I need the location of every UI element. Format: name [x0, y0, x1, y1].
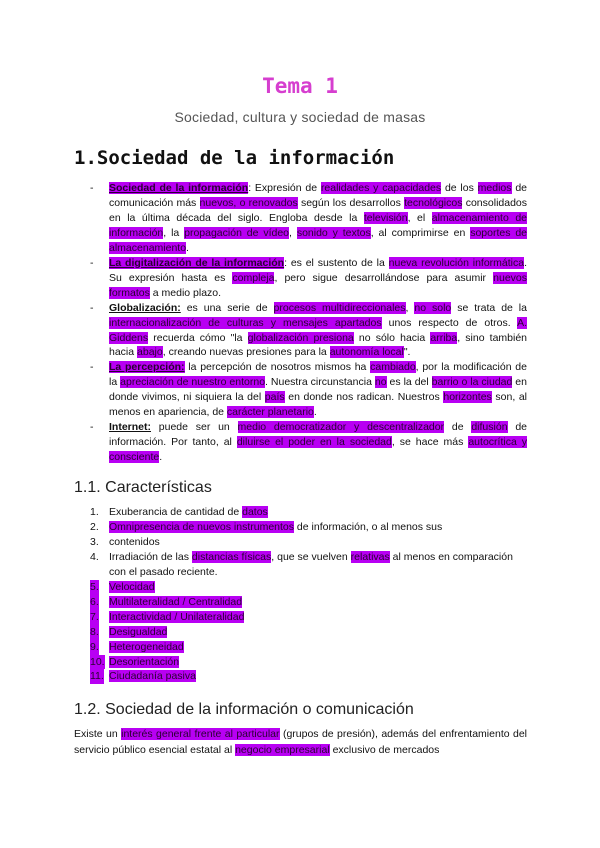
numbered-list [90, 505, 527, 684]
bullet-dash: - [90, 421, 94, 434]
text-run: : es el sustento de la [284, 256, 389, 269]
highlighted-text: autocrítica y consciente [109, 436, 527, 464]
highlighted-text: distancias físicas [191, 550, 272, 563]
bullet-item [90, 420, 527, 465]
text-run: . [159, 451, 163, 464]
bullet-term: La digitalización de la información [109, 256, 285, 269]
highlighted-text: procesos multidireccionales [273, 301, 406, 314]
text-run: de los [441, 182, 478, 194]
text-run: contenidos [109, 535, 160, 548]
text-run: . [186, 241, 189, 254]
highlighted-text: Interactividad / Unilateralidad [109, 610, 245, 623]
highlighted-text: nuevos formatos [109, 271, 527, 299]
text-run: unos respecto de otros. [381, 316, 518, 329]
highlighted-text: internacionalización de culturas y mensajes apartados [109, 316, 382, 329]
text-run: consolidados en la última década del siglo. Engloba desde la [109, 196, 528, 224]
text-run: recuerda cómo "la [148, 331, 248, 344]
highlighted-text: realidades y capacidades [320, 182, 442, 194]
text-run: , que se vuelven [271, 550, 351, 563]
text-run: , se hace más [391, 436, 469, 449]
highlighted-text: difusión [471, 421, 508, 434]
section-heading-caracteristicas: 1.1. Características [74, 479, 212, 496]
bullet-item [90, 360, 527, 420]
numbered-item [90, 505, 527, 520]
numbered-item [90, 655, 527, 670]
text-run: , [289, 226, 297, 239]
text-run: . [313, 406, 317, 419]
highlighted-text: nueva revolución informática [388, 256, 525, 269]
text-run: no sólo hacia [353, 331, 431, 344]
item-number: 3. [90, 535, 99, 548]
highlighted-text: propagación de vídeo [184, 226, 290, 239]
text-run: es la del [386, 376, 432, 389]
paragraph-sociedad-comunicacion [74, 726, 527, 758]
text-run: , creando nuevas presiones para la [162, 346, 330, 359]
highlighted-text: abajo [137, 346, 163, 359]
text-run: a medio plazo. [149, 286, 222, 299]
highlighted-text: autonomía local [329, 346, 404, 359]
section-heading-sociedad-comunicacion: 1.2. Sociedad de la información o comunicación [74, 701, 414, 718]
text-run: la percepción de nosotros mismos ha [184, 361, 371, 374]
highlighted-text: diluirse el poder en la sociedad [236, 436, 392, 449]
text-run: , [405, 301, 415, 314]
highlighted-text: carácter planetario [226, 406, 314, 419]
text-run: son, al menos en apariencia, de [109, 391, 528, 419]
item-number: 1. [90, 506, 99, 518]
item-number: 6. [90, 595, 99, 608]
text-run: al menos en comparación con el pasado reciente. [109, 550, 513, 578]
highlighted-text: cambiado [370, 361, 416, 374]
text-run: de [444, 421, 472, 434]
bullet-term: La percepción: [109, 361, 185, 374]
document-subtitle: Sociedad, cultura y sociedad de masas [174, 109, 426, 125]
bullet-term: Internet: [109, 421, 151, 434]
item-number: 2. [90, 520, 99, 533]
numbered-item [90, 625, 527, 640]
text-run: , por la modificación de la [109, 361, 527, 389]
text-run: Irradiación de las [109, 550, 192, 563]
bullet-dash: - [90, 256, 94, 269]
item-number: 9. [90, 640, 99, 653]
highlighted-text: barrio o la ciudad [431, 376, 513, 389]
highlighted-text: compleja [232, 271, 275, 284]
text-run: Exuberancia de cantidad de [109, 506, 243, 518]
text-run: es una serie de [180, 301, 274, 314]
bullet-item [90, 181, 527, 256]
highlighted-text: relativas [350, 550, 390, 563]
text-run: según los desarrollos [297, 196, 405, 209]
highlighted-text: soportes de almacenamiento [109, 226, 528, 254]
text-run: : Expresión de [248, 182, 321, 194]
highlighted-text: medios [477, 182, 512, 194]
item-number: 5. [90, 580, 99, 593]
highlighted-text: almacenamiento de información [109, 211, 527, 239]
item-number: 7. [90, 610, 99, 623]
highlighted-text: no [374, 376, 387, 389]
text-run: Existe un [74, 728, 122, 740]
text-run: . Nuestra circunstancia [265, 376, 375, 389]
item-number: 4. [90, 550, 99, 563]
highlighted-text: A. Giddens [109, 316, 527, 344]
highlighted-text: Ciudadanía pasiva [109, 670, 196, 683]
numbered-item [90, 610, 527, 625]
highlighted-text: Velocidad [109, 580, 155, 593]
text-run: de información. Por tanto, al [109, 421, 527, 449]
numbered-item [90, 640, 527, 655]
text-run: . Su expresión hasta es [109, 256, 528, 284]
bullet-item [90, 301, 527, 361]
numbered-item [90, 520, 527, 535]
document-title: Tema 1 [262, 74, 338, 98]
text-run: exclusivo de mercados [329, 744, 440, 756]
text-run: en donde nos radican. Nuestros [284, 391, 444, 404]
highlighted-text: tecnológicos [404, 196, 463, 209]
bullet-list [90, 181, 527, 465]
text-run: , al comprimirse en [370, 226, 471, 239]
item-number: 8. [90, 625, 99, 638]
highlighted-text: interés general frente al particular [121, 728, 280, 740]
highlighted-text: Multilateralidad / Centralidad [109, 595, 243, 608]
numbered-item [90, 595, 527, 610]
bullet-term: Sociedad de la información [109, 182, 249, 194]
text-run: ". [403, 346, 411, 359]
highlighted-text: Desigualdad [109, 625, 168, 638]
text-run: , pero sigue desarrollándose para asumir [274, 271, 494, 284]
numbered-item [90, 580, 527, 595]
bullet-dash: - [90, 361, 94, 374]
highlighted-text: apreciación de nuestro entorno [120, 376, 266, 389]
text-run: de comunicación más [109, 182, 528, 209]
highlighted-text: negocio empresarial [235, 744, 330, 756]
bullet-dash: - [90, 182, 94, 194]
highlighted-text: medio democratizador y descentralizador [237, 421, 445, 434]
text-run: , sino también hacia [109, 331, 528, 359]
text-run: puede ser un [151, 421, 238, 434]
highlighted-text: horizontes [443, 391, 492, 404]
text-run: , el [407, 211, 432, 224]
highlighted-text: Desorientación [109, 655, 180, 668]
highlighted-text: país [264, 391, 285, 404]
highlighted-text: datos [242, 506, 268, 518]
text-run: en donde vivimos, ni siquiera la del [109, 376, 527, 404]
highlighted-text: arriba [430, 331, 458, 344]
highlighted-text: Heterogeneidad [109, 640, 184, 653]
item-number: 10. [90, 655, 105, 668]
highlighted-text: no solo [414, 301, 452, 314]
bullet-item [90, 256, 527, 301]
highlighted-text: globalización presiona [247, 331, 354, 344]
text-run: , la [163, 226, 185, 239]
bullet-dash: - [90, 301, 94, 314]
highlighted-text: sonido y textos [296, 226, 371, 239]
numbered-item [90, 669, 527, 684]
text-run: (grupos de presión), además del enfrentamiento del servicio público esencial estatal al [74, 728, 527, 756]
numbered-item [90, 550, 527, 580]
text-run: se trata de la [451, 301, 527, 314]
section-heading-sociedad-informacion: 1.Sociedad de la información [74, 147, 395, 169]
bullet-term: Globalización: [109, 301, 181, 314]
highlighted-text: nuevos, o renovados [199, 196, 298, 209]
highlighted-text: televisión [363, 211, 408, 224]
numbered-item [90, 535, 527, 550]
item-number: 11. [90, 670, 104, 683]
highlighted-text: Omnipresencia de nuevos instrumentos [109, 520, 295, 533]
text-run: de información, o al menos sus [294, 520, 443, 533]
